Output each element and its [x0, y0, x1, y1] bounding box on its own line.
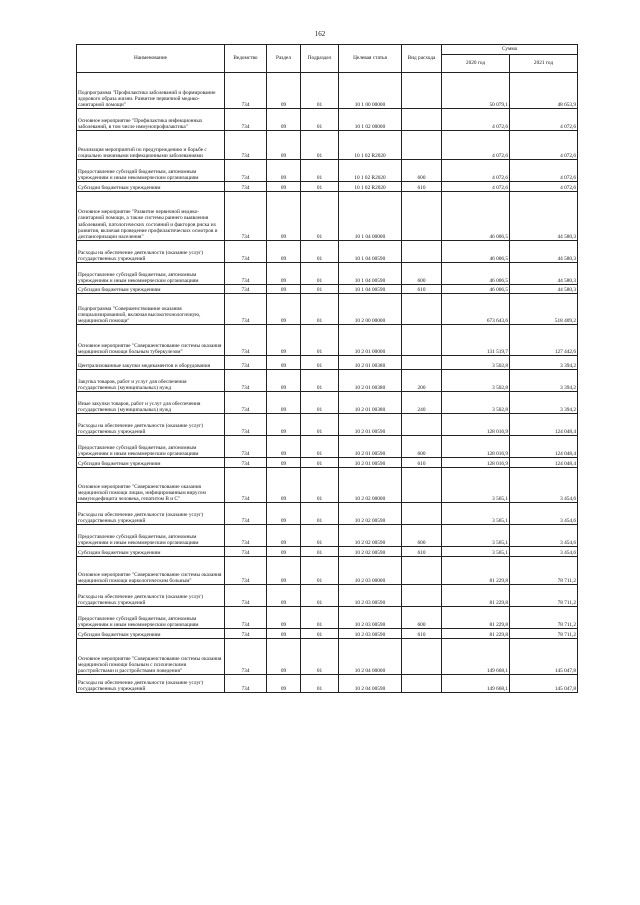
- row-name: Расходы на обеспечение деятельности (оказание услуг) государственных учреждений: [77, 675, 225, 693]
- page-number: 162: [314, 30, 326, 38]
- row-expense-type: [402, 356, 442, 370]
- row-amount-2020: 131 519,7: [442, 325, 510, 356]
- row-target-item: 10 1 04 00590: [339, 241, 402, 263]
- row-department: 734: [225, 182, 267, 192]
- row-subsection: 01: [301, 325, 339, 356]
- row-name: Субсидии бюджетным учреждениям: [77, 458, 225, 468]
- row-section: 09: [267, 607, 301, 629]
- row-expense-type: [402, 109, 442, 131]
- row-department: 734: [225, 547, 267, 557]
- row-subsection: 01: [301, 557, 339, 585]
- row-amount-2021: 4 072,6: [510, 182, 578, 192]
- row-name: Расходы на обеспечение деятельности (оказание услуг) государственных учреждений: [77, 503, 225, 525]
- row-name: Основное мероприятие "Совершенствование системы оказания медицинской помощи больным с психическими расстройствами и расстройствами поведения": [77, 639, 225, 675]
- row-expense-type: 610: [402, 458, 442, 468]
- row-amount-2020: 3 565,1: [442, 547, 510, 557]
- row-department: 734: [225, 192, 267, 241]
- table-row: [77, 585, 578, 607]
- row-subsection: 01: [301, 639, 339, 675]
- row-expense-type: 600: [402, 607, 442, 629]
- row-amount-2020: 3 502,8: [442, 356, 510, 370]
- row-amount-2020: 3 565,1: [442, 525, 510, 547]
- row-amount-2020: 128 016,9: [442, 414, 510, 436]
- row-amount-2021: 78 711,2: [510, 629, 578, 639]
- row-subsection: 01: [301, 294, 339, 325]
- row-amount-2020: 46 006,5: [442, 241, 510, 263]
- row-department: 734: [225, 263, 267, 285]
- row-section: 09: [267, 436, 301, 458]
- row-amount-2021: 3 454,6: [510, 547, 578, 557]
- row-name: Предоставление субсидий бюджетным, автономным учреждениям и иным некоммерческим организациям: [77, 436, 225, 458]
- row-expense-type: 610: [402, 629, 442, 639]
- row-amount-2021: 3 454,6: [510, 525, 578, 547]
- header-sum: Сумма: [442, 45, 578, 55]
- row-expense-type: [402, 241, 442, 263]
- table-row: [77, 414, 578, 436]
- row-expense-type: [402, 675, 442, 693]
- row-expense-type: 240: [402, 392, 442, 414]
- table-row: [77, 182, 578, 192]
- row-department: 734: [225, 294, 267, 325]
- row-department: 734: [225, 557, 267, 585]
- header-expense-type: Вид расхода: [402, 45, 442, 73]
- row-department: 734: [225, 503, 267, 525]
- row-subsection: 01: [301, 468, 339, 503]
- row-amount-2021: 3 454,6: [510, 468, 578, 503]
- row-amount-2021: 44 580,3: [510, 192, 578, 241]
- table-row: [77, 503, 578, 525]
- row-amount-2020: 3 502,8: [442, 370, 510, 392]
- row-subsection: 01: [301, 356, 339, 370]
- row-department: 734: [225, 392, 267, 414]
- row-section: 09: [267, 468, 301, 503]
- row-subsection: 01: [301, 370, 339, 392]
- row-section: 09: [267, 557, 301, 585]
- row-expense-type: [402, 557, 442, 585]
- row-amount-2020: 81 229,8: [442, 557, 510, 585]
- row-name: Централизованные закупки медикаментов и оборудования: [77, 356, 225, 370]
- row-subsection: 01: [301, 192, 339, 241]
- row-department: 734: [225, 160, 267, 182]
- row-name: Закупка товаров, работ и услуг для обеспечения государственных (муниципальных) нужд: [77, 370, 225, 392]
- row-amount-2020: 4 072,6: [442, 109, 510, 131]
- row-section: 09: [267, 160, 301, 182]
- row-section: 09: [267, 263, 301, 285]
- row-amount-2020: 3 565,1: [442, 468, 510, 503]
- row-subsection: 01: [301, 585, 339, 607]
- row-department: 734: [225, 356, 267, 370]
- table-body: [77, 73, 578, 693]
- row-target-item: 10 2 02 00590: [339, 503, 402, 525]
- row-amount-2021: 145 047,8: [510, 639, 578, 675]
- row-name: Основное мероприятие "Совершенствование оказания медицинской помощи лицам, инфицированным вирусом иммунодефицита человека, гепатитом В и С": [77, 468, 225, 503]
- row-expense-type: [402, 325, 442, 356]
- row-target-item: 10 1 04 00590: [339, 285, 402, 294]
- row-amount-2021: 3 454,6: [510, 503, 578, 525]
- row-target-item: 10 2 03 00590: [339, 629, 402, 639]
- row-subsection: 01: [301, 629, 339, 639]
- row-section: 09: [267, 629, 301, 639]
- row-department: 734: [225, 607, 267, 629]
- row-amount-2021: 4 072,6: [510, 109, 578, 131]
- row-target-item: 10 2 03 00590: [339, 585, 402, 607]
- row-expense-type: 200: [402, 370, 442, 392]
- row-section: 09: [267, 392, 301, 414]
- row-subsection: 01: [301, 414, 339, 436]
- row-target-item: 10 2 01 00380: [339, 392, 402, 414]
- header-department: Ведомство: [225, 45, 267, 73]
- row-subsection: 01: [301, 525, 339, 547]
- header-name: Наименование: [77, 45, 225, 73]
- row-name: Субсидии бюджетным учреждениям: [77, 285, 225, 294]
- row-subsection: 01: [301, 241, 339, 263]
- row-subsection: 01: [301, 436, 339, 458]
- row-subsection: 01: [301, 109, 339, 131]
- row-expense-type: 600: [402, 263, 442, 285]
- row-amount-2020: 673 643,6: [442, 294, 510, 325]
- table-row: [77, 160, 578, 182]
- row-amount-2020: 81 229,8: [442, 607, 510, 629]
- row-section: 09: [267, 675, 301, 693]
- header-section: Раздел: [267, 45, 301, 73]
- row-amount-2021: 124 048,4: [510, 436, 578, 458]
- row-name: Расходы на обеспечение деятельности (оказание услуг) государственных учреждений: [77, 241, 225, 263]
- row-amount-2021: 78 711,2: [510, 607, 578, 629]
- table-row: [77, 294, 578, 325]
- row-amount-2021: 44 580,3: [510, 241, 578, 263]
- table-row: [77, 557, 578, 585]
- row-section: 09: [267, 182, 301, 192]
- row-target-item: 10 2 02 00590: [339, 525, 402, 547]
- row-amount-2020: 46 006,5: [442, 285, 510, 294]
- row-amount-2020: 46 006,5: [442, 263, 510, 285]
- row-target-item: 10 1 02 R2020: [339, 160, 402, 182]
- row-subsection: 01: [301, 160, 339, 182]
- row-subsection: 01: [301, 392, 339, 414]
- row-target-item: 10 2 03 00590: [339, 607, 402, 629]
- row-department: 734: [225, 285, 267, 294]
- row-name: Подпрограмма "Совершенствование оказания специализированной, включая высокотехнологичную, медицинской помощи": [77, 294, 225, 325]
- table-row: [77, 285, 578, 294]
- row-expense-type: [402, 414, 442, 436]
- table-row: [77, 241, 578, 263]
- row-department: 734: [225, 109, 267, 131]
- row-amount-2020: 128 016,9: [442, 436, 510, 458]
- row-target-item: 10 2 04 00590: [339, 675, 402, 693]
- row-subsection: 01: [301, 458, 339, 468]
- row-department: 734: [225, 639, 267, 675]
- row-section: 09: [267, 73, 301, 109]
- row-section: 09: [267, 356, 301, 370]
- row-department: 734: [225, 675, 267, 693]
- row-name: Субсидии бюджетным учреждениям: [77, 629, 225, 639]
- row-department: 734: [225, 325, 267, 356]
- row-expense-type: 600: [402, 525, 442, 547]
- row-section: 09: [267, 414, 301, 436]
- table-row: [77, 192, 578, 241]
- table-row: [77, 639, 578, 675]
- row-section: 09: [267, 547, 301, 557]
- row-name: Основное мероприятие "Развитие первичной медико-санитарной помощи, а также системы раннего выявления заболеваний, патологических состояний и факторов риска их развития, включая проведение профилактических осмотров и диспансеризации населения": [77, 192, 225, 241]
- row-amount-2021: 127 442,6: [510, 325, 578, 356]
- row-expense-type: [402, 468, 442, 503]
- row-section: 09: [267, 639, 301, 675]
- table-row: [77, 629, 578, 639]
- row-amount-2021: 518 409,2: [510, 294, 578, 325]
- row-department: 734: [225, 414, 267, 436]
- row-subsection: 01: [301, 182, 339, 192]
- row-name: Основное мероприятие "Совершенствование системы оказания медицинской помощи наркологическим больным": [77, 557, 225, 585]
- row-amount-2021: 78 711,2: [510, 557, 578, 585]
- table-row: [77, 458, 578, 468]
- row-amount-2021: 3 394,2: [510, 370, 578, 392]
- row-amount-2021: 48 653,9: [510, 73, 578, 109]
- row-target-item: 10 2 03 00000: [339, 557, 402, 585]
- row-name: Основное мероприятие "Совершенствование системы оказания медицинской помощи больным туберкулезом": [77, 325, 225, 356]
- row-section: 09: [267, 370, 301, 392]
- row-name: Предоставление субсидий бюджетным, автономным учреждениям и иным некоммерческим организациям: [77, 263, 225, 285]
- row-target-item: 10 1 02 R2020: [339, 182, 402, 192]
- row-amount-2021: 44 580,3: [510, 285, 578, 294]
- row-section: 09: [267, 585, 301, 607]
- row-amount-2020: 4 072,6: [442, 182, 510, 192]
- table-row: [77, 131, 578, 160]
- row-target-item: 10 2 02 00000: [339, 468, 402, 503]
- row-amount-2020: 46 006,5: [442, 192, 510, 241]
- table-row: [77, 370, 578, 392]
- row-expense-type: 600: [402, 436, 442, 458]
- row-name: Подпрограмма "Профилактика заболеваний и формирование здорового образа жизни. Развитие первичной медико-санитарной помощи": [77, 73, 225, 109]
- row-amount-2021: 145 047,8: [510, 675, 578, 693]
- row-name: Предоставление субсидий бюджетным, автономным учреждениям и иным некоммерческим организациям: [77, 525, 225, 547]
- row-amount-2021: 78 711,2: [510, 585, 578, 607]
- row-section: 09: [267, 525, 301, 547]
- row-section: 09: [267, 131, 301, 160]
- row-expense-type: 610: [402, 547, 442, 557]
- row-section: 09: [267, 325, 301, 356]
- row-expense-type: 610: [402, 182, 442, 192]
- row-target-item: 10 1 00 00000: [339, 73, 402, 109]
- row-target-item: 10 2 02 00590: [339, 547, 402, 557]
- row-target-item: 10 2 01 00590: [339, 458, 402, 468]
- row-section: 09: [267, 192, 301, 241]
- row-target-item: 10 2 04 00000: [339, 639, 402, 675]
- table-row: [77, 436, 578, 458]
- row-amount-2020: 149 668,1: [442, 675, 510, 693]
- table-row: [77, 325, 578, 356]
- row-subsection: 01: [301, 547, 339, 557]
- row-name: Предоставление субсидий бюджетным, автономным учреждениям и иным некоммерческим организациям: [77, 160, 225, 182]
- row-amount-2020: 3 502,8: [442, 392, 510, 414]
- row-name: Расходы на обеспечение деятельности (оказание услуг) государственных учреждений: [77, 414, 225, 436]
- row-expense-type: [402, 131, 442, 160]
- row-section: 09: [267, 109, 301, 131]
- row-expense-type: [402, 639, 442, 675]
- row-expense-type: [402, 503, 442, 525]
- row-expense-type: [402, 585, 442, 607]
- table-row: [77, 73, 578, 109]
- row-amount-2021: 124 048,4: [510, 414, 578, 436]
- row-expense-type: 610: [402, 285, 442, 294]
- table-row: [77, 525, 578, 547]
- row-name: Предоставление субсидий бюджетным, автономным учреждениям и иным некоммерческим организациям: [77, 607, 225, 629]
- row-subsection: 01: [301, 503, 339, 525]
- header-year-2021: 2021 год: [510, 55, 578, 73]
- header-year-2020: 2020 год: [442, 55, 510, 73]
- row-expense-type: [402, 192, 442, 241]
- row-subsection: 01: [301, 607, 339, 629]
- row-subsection: 01: [301, 263, 339, 285]
- row-target-item: 10 1 04 00000: [339, 192, 402, 241]
- table-row: [77, 468, 578, 503]
- row-name: Основное мероприятие "Профилактика инфекционных заболеваний, в том числе иммунопрофилактика": [77, 109, 225, 131]
- row-amount-2020: 81 229,8: [442, 629, 510, 639]
- header-item: Целевая статья: [339, 45, 402, 73]
- row-amount-2020: 81 229,8: [442, 585, 510, 607]
- row-amount-2020: 4 072,6: [442, 131, 510, 160]
- row-name: Субсидии бюджетным учреждениям: [77, 547, 225, 557]
- row-subsection: 01: [301, 285, 339, 294]
- row-department: 734: [225, 629, 267, 639]
- row-amount-2021: 4 072,6: [510, 160, 578, 182]
- row-target-item: 10 2 01 00590: [339, 414, 402, 436]
- row-expense-type: [402, 294, 442, 325]
- table-row: [77, 392, 578, 414]
- row-department: 734: [225, 585, 267, 607]
- budget-table: [76, 44, 578, 693]
- table-row: [77, 109, 578, 131]
- row-amount-2020: 50 079,1: [442, 73, 510, 109]
- row-amount-2021: 44 580,3: [510, 263, 578, 285]
- table-row: [77, 547, 578, 557]
- row-amount-2020: 149 668,1: [442, 639, 510, 675]
- table-row: [77, 607, 578, 629]
- row-amount-2021: 3 394,2: [510, 392, 578, 414]
- table-row: [77, 356, 578, 370]
- row-amount-2021: 124 048,4: [510, 458, 578, 468]
- row-department: 734: [225, 525, 267, 547]
- row-department: 734: [225, 370, 267, 392]
- row-department: 734: [225, 131, 267, 160]
- header-subsection: Подраздел: [301, 45, 339, 73]
- table-row: [77, 675, 578, 693]
- row-amount-2021: 3 394,2: [510, 356, 578, 370]
- row-department: 734: [225, 241, 267, 263]
- row-name: Субсидии бюджетным учреждениям: [77, 182, 225, 192]
- row-subsection: 01: [301, 675, 339, 693]
- row-section: 09: [267, 294, 301, 325]
- row-section: 09: [267, 503, 301, 525]
- row-amount-2020: 4 072,6: [442, 160, 510, 182]
- table-header: [77, 45, 578, 73]
- row-name: Иные закупки товаров, работ и услуг для обеспечения государственных (муниципальных) нужд: [77, 392, 225, 414]
- row-amount-2020: 3 565,1: [442, 503, 510, 525]
- row-amount-2021: 4 072,6: [510, 131, 578, 160]
- row-department: 734: [225, 436, 267, 458]
- table-row: [77, 263, 578, 285]
- row-target-item: 10 2 00 00000: [339, 294, 402, 325]
- row-target-item: 10 1 04 00590: [339, 263, 402, 285]
- row-subsection: 01: [301, 73, 339, 109]
- row-name: Расходы на обеспечение деятельности (оказание услуг) государственных учреждений: [77, 585, 225, 607]
- row-target-item: 10 1 02 00000: [339, 109, 402, 131]
- row-target-item: 10 2 01 00380: [339, 356, 402, 370]
- row-department: 734: [225, 73, 267, 109]
- row-target-item: 10 2 01 00590: [339, 436, 402, 458]
- row-target-item: 10 1 02 R2020: [339, 131, 402, 160]
- row-section: 09: [267, 285, 301, 294]
- row-name: Реализация мероприятий по предупреждению и борьбе с социально значимыми инфекционными заболеваниями: [77, 131, 225, 160]
- row-expense-type: 600: [402, 160, 442, 182]
- row-target-item: 10 2 01 00380: [339, 370, 402, 392]
- row-section: 09: [267, 458, 301, 468]
- row-expense-type: [402, 73, 442, 109]
- row-section: 09: [267, 241, 301, 263]
- row-department: 734: [225, 458, 267, 468]
- row-amount-2020: 128 016,9: [442, 458, 510, 468]
- row-subsection: 01: [301, 131, 339, 160]
- row-department: 734: [225, 468, 267, 503]
- row-target-item: 10 2 01 00000: [339, 325, 402, 356]
